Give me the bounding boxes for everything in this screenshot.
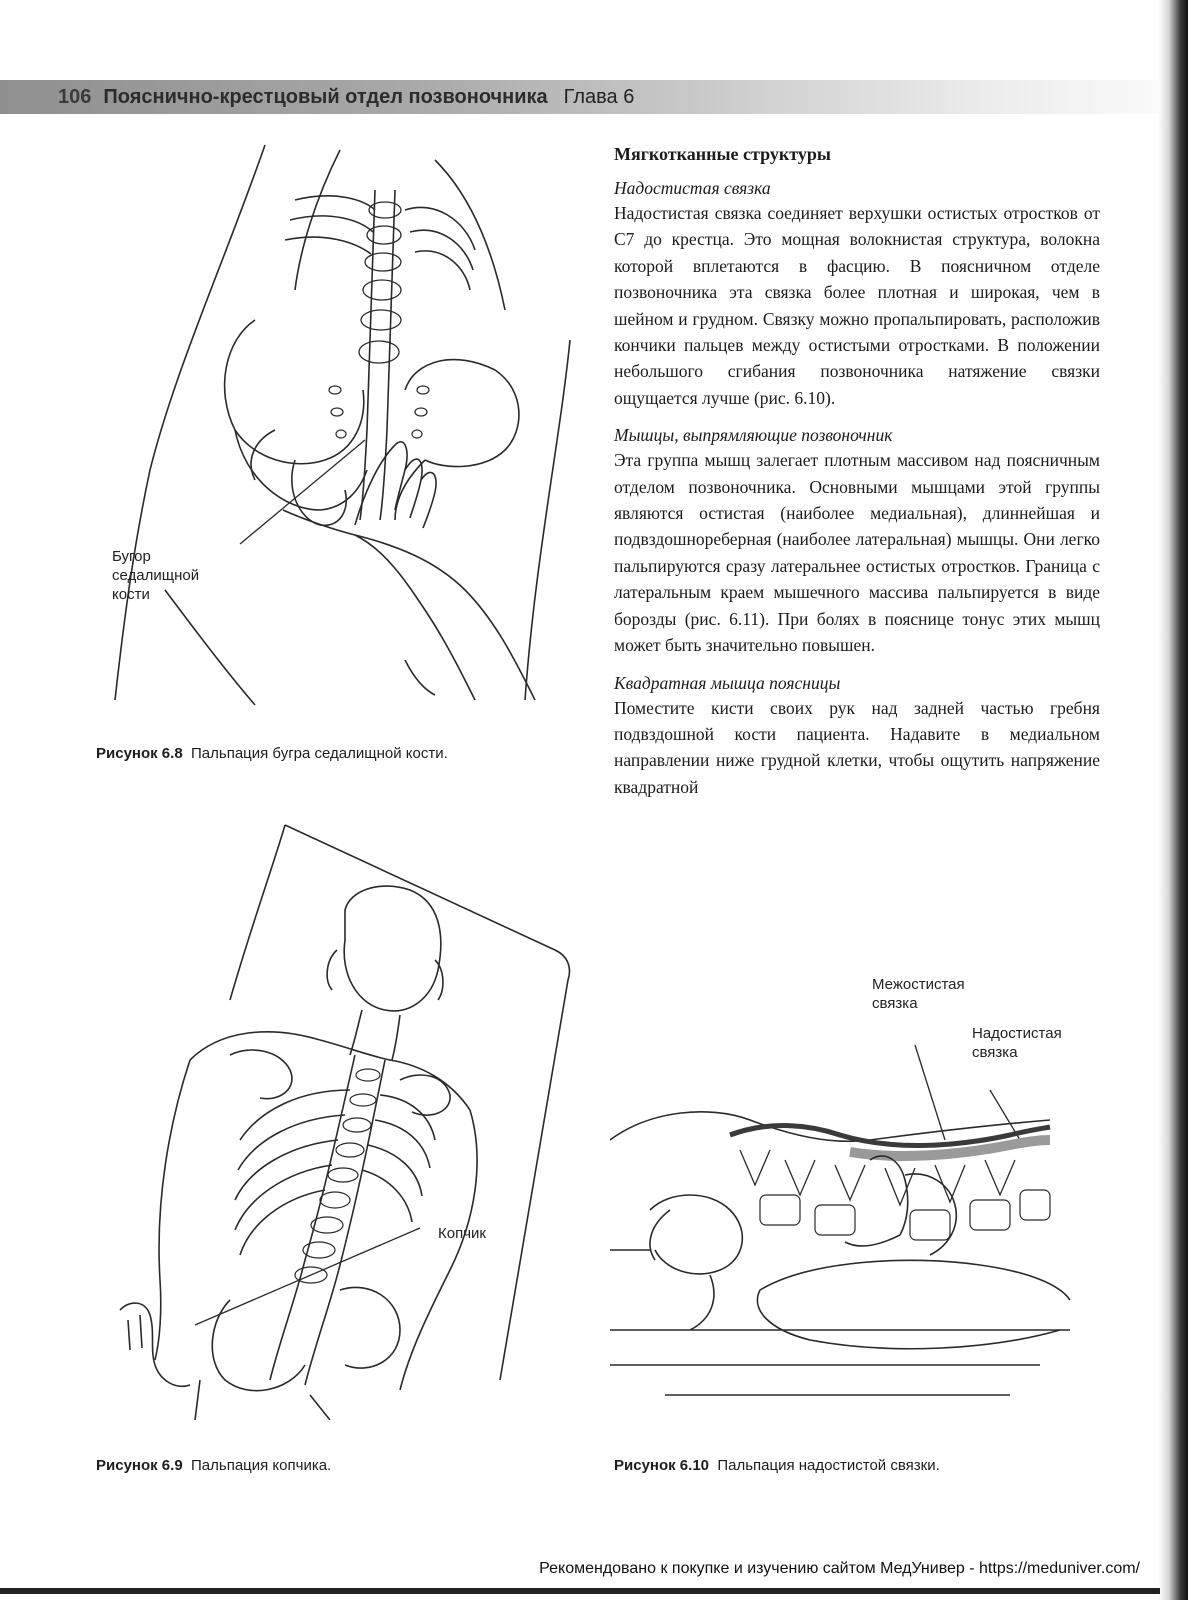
subheading-erector-spinae: Мышцы, выпрямляющие позвоночник [614, 425, 893, 446]
paragraph-erector-spinae: Эта группа мышц залегает плотным массивом над поясничным отделом позвоночника. Основными мышцами этой группы являются остистая (наиболее медиальная), длиннейшая и подвздошнореберная (наиболее латеральная) мышцы. Они легко пальпируются сразу латеральнее остистых отростков. Граница с латеральным краем мышечного массива пальпируется в виде борозды (рис. 6.11). При болях в пояснице тонус этих мышц может быть значительно повышен. [614, 450, 1100, 656]
figure-6-8-caption-number: Рисунок 6.8 [96, 745, 183, 762]
paragraph-supraspinous-ligament: Надостистая связка соединяет верхушки остистых отростков от С7 до крестца. Это мощная волокнистая структура, волокна которой вплетаются в фасцию. В поясничном отделе позвоночника эта связка более плотная и широкая, чем в шейном и грудном. Связку можно пропальпировать, расположив кончики пальцев между остистыми отростками. В положении небольшого сгибания позвоночника натяжение связки ощущается лучше (рис. 6.10). [614, 203, 1100, 408]
subheading-supraspinous-ligament: Надостистая связка [614, 178, 771, 198]
figure-6-8-caption-text: Пальпация бугра седалищной кости. [191, 745, 448, 762]
figure-6-9-caption-number: Рисунок 6.9 [96, 1457, 183, 1474]
figure-6-9-caption-text: Пальпация копчика. [191, 1457, 332, 1474]
figure-6-8-illustration [105, 140, 575, 710]
figure-6-8-label: Бугор седалищной кости [112, 548, 200, 603]
figure-6-9-illustration [100, 820, 620, 1420]
figure-6-9-label: Копчик [438, 1225, 486, 1242]
footer-text: Рекомендовано к покупке и изучению сайтом МедУнивер - https://meduniver.com/ [539, 1560, 1140, 1577]
body-text-column [614, 142, 1100, 800]
figure-6-10-caption-text: Пальпация надостистой связки. [717, 1457, 940, 1474]
figure-6-10-label-interspinous: Межостистая связка [872, 976, 965, 1012]
figure-6-10-label-supraspinous: Надостистая связка [972, 1025, 1062, 1061]
figure-6-10-caption [614, 1457, 940, 1474]
figure-6-9-caption [96, 1457, 331, 1474]
figure-6-10-caption-number: Рисунок 6.10 [614, 1457, 710, 1474]
section-title: Пояснично-крестцовый отдел позвоночника [103, 85, 548, 108]
page-number: 106 [58, 85, 92, 108]
section-heading: Мягкотканные структуры [614, 144, 831, 164]
scan-shadow [1158, 0, 1188, 1600]
bottom-rule [0, 1588, 1160, 1594]
figure-6-10-illustration [610, 1010, 1080, 1430]
chapter-label: Глава 6 [563, 85, 635, 108]
footer-note [0, 1560, 1160, 1578]
subheading-quadratus-lumborum: Квадратная мышца поясницы [614, 672, 841, 693]
figure-6-8-caption [96, 745, 448, 762]
running-header [0, 80, 1160, 114]
paragraph-quadratus-lumborum: Поместите кисти своих рук над задней частью гребня подвздошной кости пациента. Надавите в медиальном направлении ниже грудной клетки, чтобы ощутить напряжение квадратной [614, 697, 1100, 797]
